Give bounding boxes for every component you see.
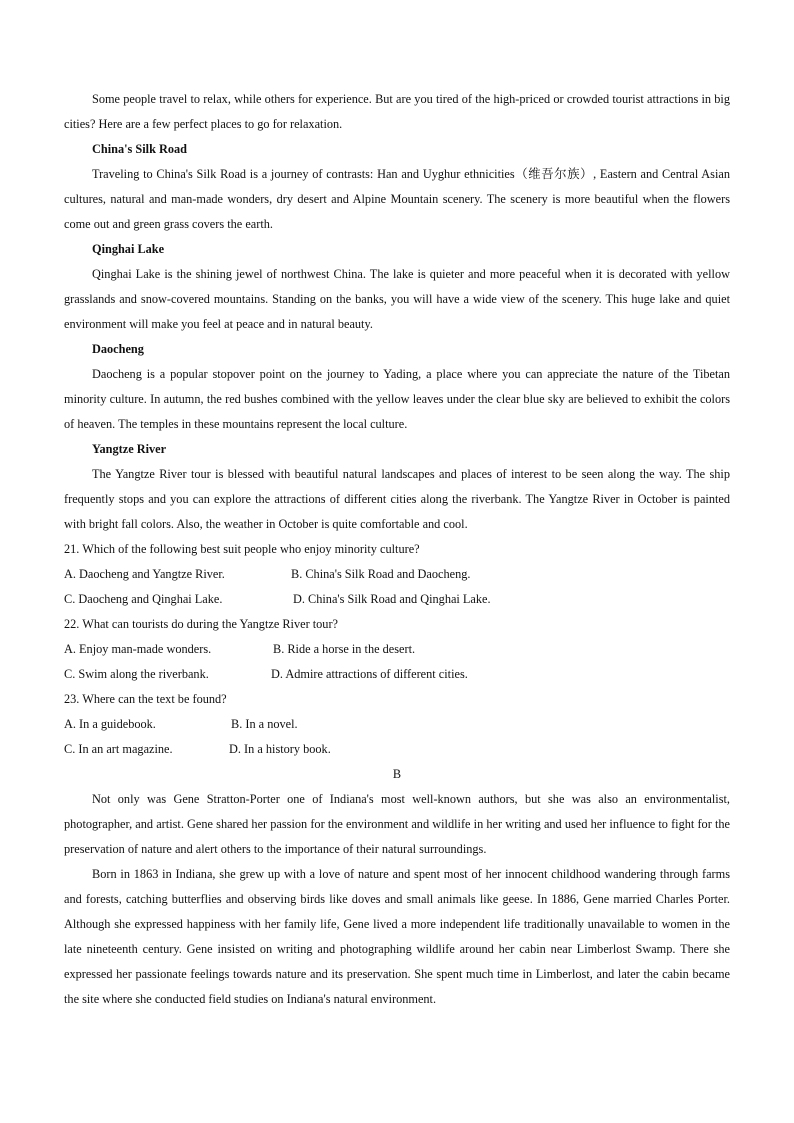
- section-body-silk-road: Traveling to China's Silk Road is a journey of contrasts: Han and Uyghur ethnicities（维吾尔族）, Eastern and Central Asian cultures, natural and man-made wonders, dry desert and Alpine Mountain scenery. The scenery is more beautiful when the flowers come out and green grass covers the earth.: [64, 167, 730, 231]
- passage-b-paragraph-2: Born in 1863 in Indiana, she grew up with a love of nature and spent most of her innocent childhood wandering through farms and forests, catching butterflies and observing birds like doves and small animals like geese. In 1886, Gene married Charles Porter. Although she expressed happiness with her family life, Gene lived a more independent life traditionally unavailable to women in the late nineteenth century. Gene insisted on writing and photographing wildlife around her cabin near Limberlost Swamp. There she expressed her passionate feelings towards nature and its preservation. She spent much time in Limberlost, and later the cabin became the site where she conducted field studies on Indiana's natural environment.: [64, 867, 730, 1006]
- section-body-yangtze-river: The Yangtze River tour is blessed with beautiful natural landscapes and places of interest to be seen along the way. The ship frequently stops and you can explore the attractions of different cities along the riverbank. The Yangtze River in October is painted with bright fall colors. Also, the weather in October is quite comfortable and cool.: [64, 467, 730, 531]
- question-23-stem: 23. Where can the text be found?: [64, 692, 227, 706]
- question-22-option-a: A. Enjoy man-made wonders.: [64, 642, 212, 656]
- section-heading-yangtze-river: Yangtze River: [92, 442, 167, 456]
- section-heading-daocheng: Daocheng: [92, 342, 144, 356]
- question-21-option-b: B. China's Silk Road and Daocheng.: [291, 567, 471, 581]
- question-23-option-d: D. In a history book.: [229, 742, 331, 756]
- question-22-option-c: C. Swim along the riverbank.: [64, 667, 209, 681]
- question-23-options-row-1: [64, 712, 730, 737]
- section-heading-qinghai-lake: Qinghai Lake: [92, 242, 165, 256]
- section-body-qinghai-lake: Qinghai Lake is the shining jewel of northwest China. The lake is quieter and more peaceful when it is decorated with yellow grasslands and snow-covered mountains. Standing on the banks, you will have a wide view of the scenery. This huge lake and quiet environment will make you feel at peace and in natural beauty.: [64, 267, 730, 331]
- section-heading-silk-road: China's Silk Road: [92, 142, 188, 156]
- question-23-option-b: B. In a novel.: [231, 717, 298, 731]
- passage-a-intro: Some people travel to relax, while others for experience. But are you tired of the high-priced or crowded tourist attractions in big cities? Here are a few perfect places to go for relaxation.: [64, 92, 730, 131]
- question-21-options-row-1: [64, 562, 730, 587]
- question-23-option-c: C. In an art magazine.: [64, 742, 173, 756]
- question-22-options-row-2: [64, 662, 730, 687]
- question-22-options-row-1: [64, 637, 730, 662]
- question-21-option-a: A. Daocheng and Yangtze River.: [64, 567, 225, 581]
- document-page: [64, 87, 730, 1012]
- question-21-options-row-2: [64, 587, 730, 612]
- question-23-option-a: A. In a guidebook.: [64, 717, 156, 731]
- passage-b-label: B: [392, 767, 402, 781]
- question-22-option-d: D. Admire attractions of different cities.: [271, 667, 468, 681]
- section-body-daocheng: Daocheng is a popular stopover point on the journey to Yading, a place where you can appreciate the nature of the Tibetan minority culture. In autumn, the red bushes combined with the yellow leaves under the clear blue sky are believed to exhibit the colors of heaven. The temples in these mountains represent the local culture.: [64, 367, 730, 431]
- question-22-stem: 22. What can tourists do during the Yangtze River tour?: [64, 617, 339, 631]
- question-23-options-row-2: [64, 737, 730, 762]
- question-22-option-b: B. Ride a horse in the desert.: [273, 642, 416, 656]
- question-21-option-d: D. China's Silk Road and Qinghai Lake.: [293, 592, 491, 606]
- question-21-stem: 21. Which of the following best suit people who enjoy minority culture?: [64, 542, 420, 556]
- passage-b-paragraph-1: Not only was Gene Stratton-Porter one of Indiana's most well-known authors, but she was also an environmentalist, photographer, and artist. Gene shared her passion for the environment and wildlife in her writing and used her influence to fight for the preservation of nature and alert others to the importance of their natural surroundings.: [64, 792, 730, 856]
- question-21-option-c: C. Daocheng and Qinghai Lake.: [64, 592, 223, 606]
